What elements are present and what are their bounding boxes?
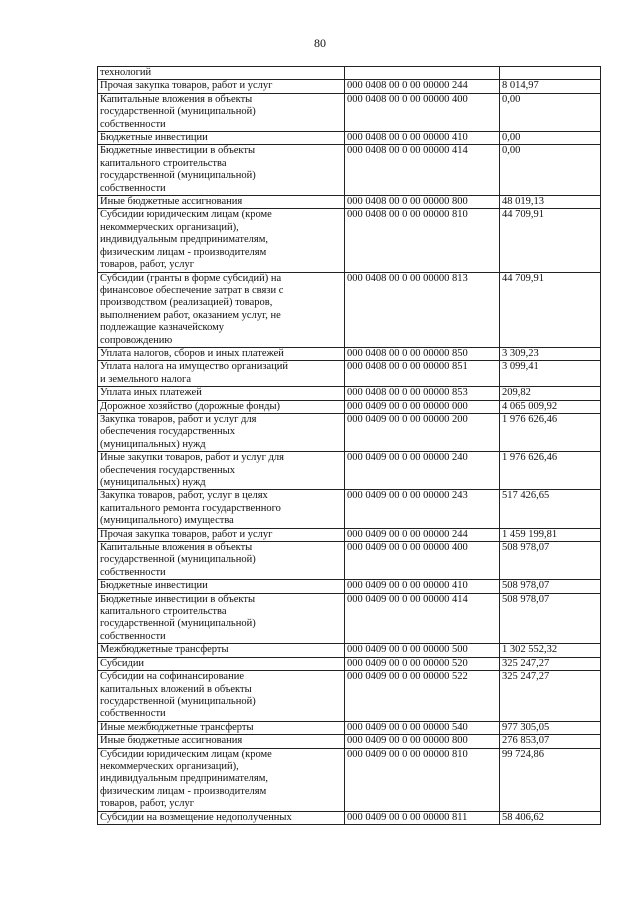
- row-code-cell: 000 0408 00 0 00 00000 853: [345, 387, 500, 400]
- row-amount-cell: 3 309,23: [500, 347, 601, 360]
- table-row: [98, 347, 601, 360]
- row-code-cell: 000 0409 00 0 00 00000 243: [345, 490, 500, 528]
- row-code-cell: 000 0409 00 0 00 00000 240: [345, 452, 500, 490]
- row-code-cell: 000 0408 00 0 00 00000 410: [345, 132, 500, 145]
- row-amount-cell: 1 976 626,46: [500, 452, 601, 490]
- table-row: [98, 67, 601, 80]
- table-row: [98, 361, 601, 387]
- row-code-cell: 000 0409 00 0 00 00000 540: [345, 721, 500, 734]
- row-name-cell: Иные закупки товаров, работ и услуг для обеспечения государственных (муниципальных) нужд: [98, 452, 345, 490]
- row-code-cell: 000 0408 00 0 00 00000 244: [345, 80, 500, 93]
- table-row: [98, 400, 601, 413]
- row-code-cell: 000 0409 00 0 00 00000 811: [345, 811, 500, 824]
- row-amount-cell: [500, 67, 601, 80]
- table-row: [98, 735, 601, 748]
- table-row: [98, 145, 601, 196]
- row-code-cell: 000 0408 00 0 00 00000 414: [345, 145, 500, 196]
- row-code-cell: 000 0409 00 0 00 00000 410: [345, 580, 500, 593]
- row-name-cell: Капитальные вложения в объекты государственной (муниципальной) собственности: [98, 93, 345, 131]
- row-name-cell: Субсидии на возмещение недополученных: [98, 811, 345, 824]
- row-amount-cell: 0,00: [500, 145, 601, 196]
- table-row: [98, 413, 601, 451]
- table-row: [98, 196, 601, 209]
- row-code-cell: 000 0408 00 0 00 00000 400: [345, 93, 500, 131]
- table-row: [98, 272, 601, 347]
- row-name-cell: Закупка товаров, работ, услуг в целях капитального ремонта государственного (муниципального) имущества: [98, 490, 345, 528]
- row-code-cell: 000 0409 00 0 00 00000 200: [345, 413, 500, 451]
- table-row: [98, 452, 601, 490]
- row-amount-cell: 8 014,97: [500, 80, 601, 93]
- table-row: [98, 644, 601, 657]
- page-number: 80: [314, 36, 326, 50]
- row-name-cell: Субсидии: [98, 657, 345, 670]
- row-amount-cell: 99 724,86: [500, 748, 601, 811]
- table-row: [98, 80, 601, 93]
- table-row: [98, 580, 601, 593]
- row-amount-cell: 508 978,07: [500, 542, 601, 580]
- row-name-cell: Иные межбюджетные трансферты: [98, 721, 345, 734]
- row-code-cell: 000 0409 00 0 00 00000 800: [345, 735, 500, 748]
- row-name-cell: Уплата налога на имущество организаций и земельного налога: [98, 361, 345, 387]
- row-code-cell: 000 0409 00 0 00 00000 400: [345, 542, 500, 580]
- table-row: [98, 748, 601, 811]
- row-amount-cell: 3 099,41: [500, 361, 601, 387]
- row-name-cell: технологий: [98, 67, 345, 80]
- row-code-cell: 000 0409 00 0 00 00000 520: [345, 657, 500, 670]
- row-code-cell: 000 0408 00 0 00 00000 810: [345, 209, 500, 272]
- row-amount-cell: 1 459 199,81: [500, 528, 601, 541]
- table-row: [98, 593, 601, 644]
- row-name-cell: Капитальные вложения в объекты государственной (муниципальной) собственности: [98, 542, 345, 580]
- row-code-cell: 000 0409 00 0 00 00000 500: [345, 644, 500, 657]
- row-name-cell: Межбюджетные трансферты: [98, 644, 345, 657]
- row-name-cell: Субсидии на софинансирование капитальных вложений в объекты государственной (муниципальной) собственности: [98, 671, 345, 722]
- row-amount-cell: 0,00: [500, 132, 601, 145]
- row-name-cell: Закупка товаров, работ и услуг для обеспечения государственных (муниципальных) нужд: [98, 413, 345, 451]
- row-name-cell: Бюджетные инвестиции: [98, 132, 345, 145]
- table-row: [98, 671, 601, 722]
- row-name-cell: Субсидии (гранты в форме субсидий) на финансовое обеспечение затрат в связи с производством (реализацией) товаров, выполнением работ, оказанием услуг, не подлежащие казначейскому сопровождению: [98, 272, 345, 347]
- table-row: [98, 657, 601, 670]
- row-code-cell: 000 0409 00 0 00 00000 000: [345, 400, 500, 413]
- row-name-cell: Уплата иных платежей: [98, 387, 345, 400]
- row-amount-cell: 517 426,65: [500, 490, 601, 528]
- row-amount-cell: 0,00: [500, 93, 601, 131]
- row-code-cell: 000 0409 00 0 00 00000 244: [345, 528, 500, 541]
- table-row: [98, 93, 601, 131]
- row-amount-cell: 1 976 626,46: [500, 413, 601, 451]
- table-row: [98, 542, 601, 580]
- row-code-cell: 000 0409 00 0 00 00000 810: [345, 748, 500, 811]
- row-name-cell: Иные бюджетные ассигнования: [98, 196, 345, 209]
- row-amount-cell: 325 247,27: [500, 671, 601, 722]
- row-name-cell: Субсидии юридическим лицам (кроме некоммерческих организаций), индивидуальным предпринимателям, физическим лицам - производителям товаров, работ, услуг: [98, 748, 345, 811]
- row-amount-cell: 1 302 552,32: [500, 644, 601, 657]
- row-code-cell: 000 0408 00 0 00 00000 851: [345, 361, 500, 387]
- row-name-cell: Иные бюджетные ассигнования: [98, 735, 345, 748]
- row-code-cell: [345, 67, 500, 80]
- budget-table: [97, 66, 601, 825]
- table-row: [98, 811, 601, 824]
- row-name-cell: Прочая закупка товаров, работ и услуг: [98, 80, 345, 93]
- row-amount-cell: 977 305,05: [500, 721, 601, 734]
- row-amount-cell: 48 019,13: [500, 196, 601, 209]
- row-name-cell: Бюджетные инвестиции в объекты капитального строительства государственной (муниципальной) собственности: [98, 145, 345, 196]
- row-code-cell: 000 0409 00 0 00 00000 522: [345, 671, 500, 722]
- table-row: [98, 721, 601, 734]
- table-row: [98, 387, 601, 400]
- row-amount-cell: 44 709,91: [500, 209, 601, 272]
- row-name-cell: Прочая закупка товаров, работ и услуг: [98, 528, 345, 541]
- row-name-cell: Бюджетные инвестиции в объекты капитального строительства государственной (муниципальной) собственности: [98, 593, 345, 644]
- row-amount-cell: 4 065 009,92: [500, 400, 601, 413]
- table-row: [98, 209, 601, 272]
- row-code-cell: 000 0408 00 0 00 00000 850: [345, 347, 500, 360]
- row-amount-cell: 276 853,07: [500, 735, 601, 748]
- budget-table-body: [98, 67, 601, 825]
- row-name-cell: Дорожное хозяйство (дорожные фонды): [98, 400, 345, 413]
- row-name-cell: Субсидии юридическим лицам (кроме некоммерческих организаций), индивидуальным предпринимателям, физическим лицам - производителям товаров, работ, услуг: [98, 209, 345, 272]
- table-row: [98, 490, 601, 528]
- row-amount-cell: 508 978,07: [500, 593, 601, 644]
- row-name-cell: Бюджетные инвестиции: [98, 580, 345, 593]
- row-code-cell: 000 0408 00 0 00 00000 800: [345, 196, 500, 209]
- row-amount-cell: 508 978,07: [500, 580, 601, 593]
- row-amount-cell: 209,82: [500, 387, 601, 400]
- row-amount-cell: 58 406,62: [500, 811, 601, 824]
- table-row: [98, 528, 601, 541]
- row-code-cell: 000 0409 00 0 00 00000 414: [345, 593, 500, 644]
- table-row: [98, 132, 601, 145]
- row-amount-cell: 325 247,27: [500, 657, 601, 670]
- row-code-cell: 000 0408 00 0 00 00000 813: [345, 272, 500, 347]
- row-amount-cell: 44 709,91: [500, 272, 601, 347]
- row-name-cell: Уплата налогов, сборов и иных платежей: [98, 347, 345, 360]
